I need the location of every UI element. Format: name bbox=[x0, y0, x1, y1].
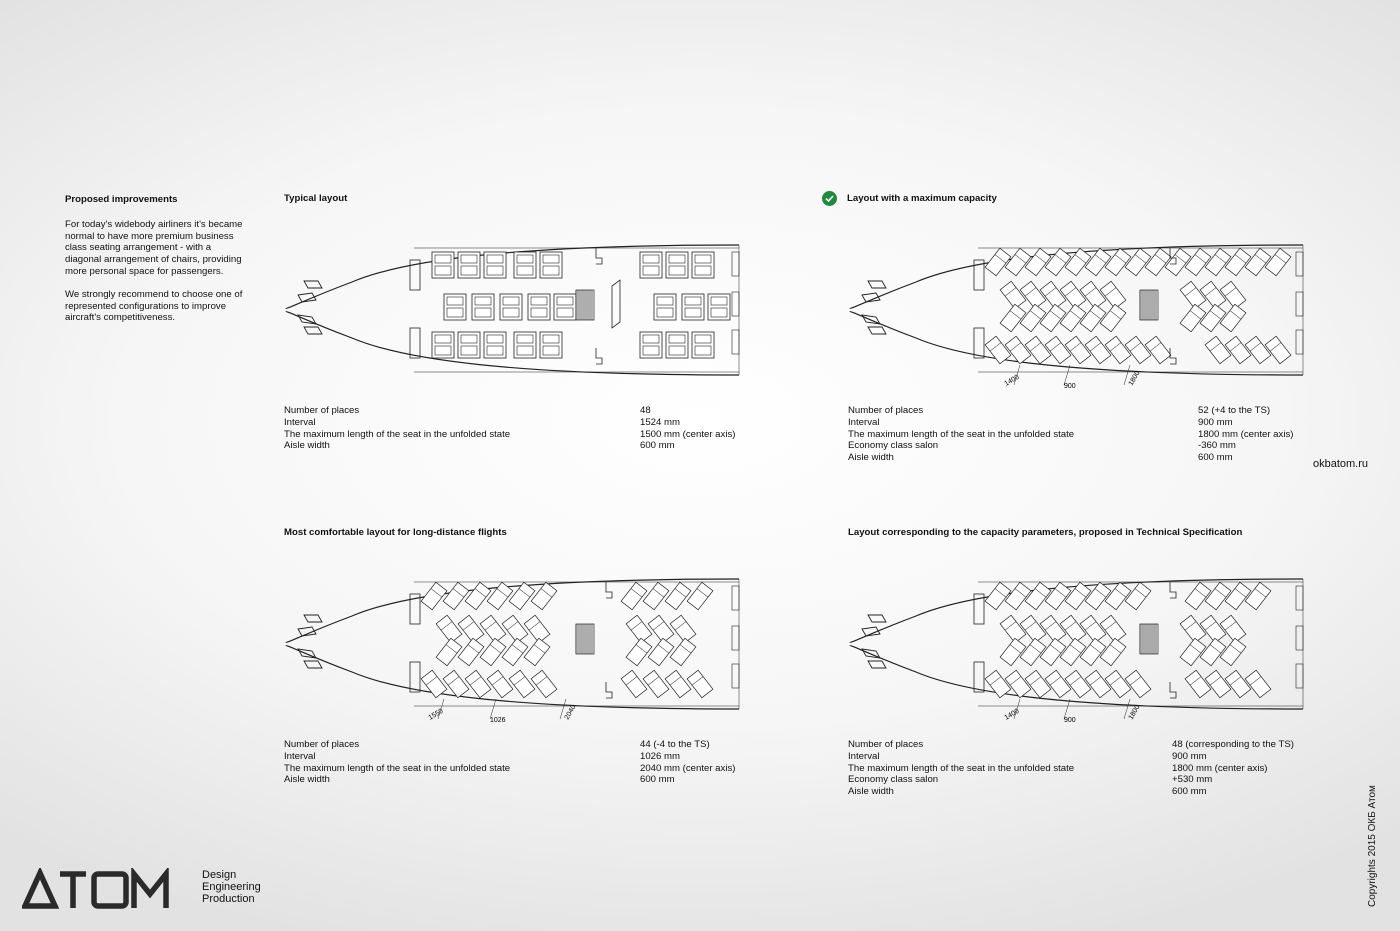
seat bbox=[1125, 582, 1151, 610]
spec-label: Number of places bbox=[848, 739, 924, 750]
seat bbox=[1020, 638, 1046, 666]
seat bbox=[1185, 670, 1211, 698]
seat bbox=[472, 294, 494, 320]
seat bbox=[1225, 670, 1251, 698]
seat bbox=[626, 615, 652, 643]
galley-unit bbox=[732, 252, 739, 276]
cockpit-window bbox=[868, 661, 886, 668]
door-frame bbox=[606, 682, 612, 698]
door-frame bbox=[1170, 348, 1176, 364]
seat bbox=[665, 582, 691, 610]
seat bbox=[500, 294, 522, 320]
cockpit-window bbox=[304, 281, 322, 288]
seat bbox=[432, 252, 454, 278]
dimension-annotations bbox=[428, 699, 578, 724]
spec-label: The maximum length of the seat in the unfolded state bbox=[848, 762, 1075, 774]
spec-label: The maximum length of the seat in the unfolded state bbox=[284, 428, 511, 440]
seat bbox=[1265, 336, 1291, 364]
seat bbox=[465, 670, 491, 698]
seat bbox=[480, 615, 506, 643]
seat bbox=[1085, 336, 1111, 364]
seat bbox=[436, 638, 462, 666]
seat bbox=[665, 670, 691, 698]
intro-paragraph-2: We strongly recommend to choose one of represented configurations to improve aircraft's competitiveness. bbox=[65, 288, 243, 324]
seat bbox=[1125, 670, 1151, 698]
galley-unit bbox=[1296, 252, 1303, 276]
seat bbox=[458, 615, 484, 643]
seat bbox=[1040, 281, 1066, 309]
spec-value: 900 mm bbox=[1172, 750, 1207, 762]
seat bbox=[1180, 638, 1206, 666]
seat bbox=[1000, 281, 1026, 309]
spec-label: Aisle width bbox=[848, 786, 894, 798]
website-url[interactable]: okbatom.ru bbox=[1312, 458, 1368, 470]
seat bbox=[484, 332, 506, 358]
galley-unit bbox=[1296, 664, 1303, 688]
check-icon bbox=[822, 191, 837, 206]
intro-title: Proposed improvements bbox=[65, 194, 178, 205]
galley-unit bbox=[732, 292, 739, 316]
seat-group bbox=[985, 582, 1271, 698]
galley bbox=[974, 662, 984, 692]
cockpit-window bbox=[304, 615, 322, 622]
seat bbox=[1180, 615, 1206, 643]
panel-2-title bbox=[822, 191, 997, 206]
logo-tagline bbox=[202, 870, 261, 905]
seat bbox=[1065, 248, 1091, 276]
galley-unit bbox=[1296, 292, 1303, 316]
seat bbox=[1100, 638, 1126, 666]
seat bbox=[1040, 304, 1066, 332]
galley-unit bbox=[732, 586, 739, 610]
seat bbox=[1025, 670, 1051, 698]
seat bbox=[1085, 670, 1111, 698]
seat bbox=[1105, 670, 1131, 698]
seat bbox=[1020, 281, 1046, 309]
spec-value: 1524 mm bbox=[640, 416, 680, 428]
seat bbox=[985, 248, 1011, 276]
seat bbox=[514, 332, 536, 358]
seat bbox=[692, 252, 714, 278]
dimension-annotations bbox=[1004, 365, 1142, 390]
dimension-annotations bbox=[1004, 699, 1142, 724]
galley-unit bbox=[732, 330, 739, 354]
spec-label: Economy class salon bbox=[848, 440, 939, 452]
seat bbox=[1145, 336, 1171, 364]
seat bbox=[1060, 304, 1086, 332]
seat bbox=[1220, 615, 1246, 643]
seat-group bbox=[421, 582, 713, 698]
spec-label: Economy class salon bbox=[848, 774, 939, 786]
seat bbox=[654, 294, 676, 320]
fuselage-plan bbox=[848, 240, 1304, 400]
atom-logo bbox=[22, 868, 190, 915]
seat bbox=[1045, 336, 1071, 364]
seat bbox=[1025, 582, 1051, 610]
seat bbox=[443, 670, 469, 698]
fuselage-plan bbox=[848, 574, 1304, 734]
spec-value: 600 mm bbox=[1198, 452, 1233, 464]
spec-value: 52 (+4 to the TS) bbox=[1198, 405, 1271, 416]
seat bbox=[1045, 248, 1071, 276]
seat bbox=[1100, 615, 1126, 643]
seat bbox=[1100, 281, 1126, 309]
seat bbox=[1180, 281, 1206, 309]
seat bbox=[1125, 248, 1151, 276]
seat bbox=[1205, 670, 1231, 698]
seat bbox=[1065, 670, 1091, 698]
spec-label: Interval bbox=[284, 750, 316, 762]
spec-value: 48 (corresponding to the TS) bbox=[1172, 739, 1294, 750]
panel-3-title bbox=[284, 527, 507, 538]
spec-label: Interval bbox=[848, 416, 880, 428]
seat bbox=[670, 615, 696, 643]
spec-label: The maximum length of the seat in the unfolded state bbox=[284, 762, 511, 774]
seat bbox=[687, 670, 713, 698]
seat bbox=[643, 582, 669, 610]
intro-section bbox=[65, 194, 250, 335]
spec-value: 1500 mm (center axis) bbox=[640, 428, 736, 440]
spec-label: Number of places bbox=[284, 739, 360, 750]
spec-value: 600 mm bbox=[1172, 786, 1207, 798]
seat bbox=[1220, 281, 1246, 309]
seat bbox=[1265, 248, 1291, 276]
door-frame bbox=[1170, 582, 1176, 598]
copyright-text: Copyrights 2015 ОКБ Атом bbox=[1367, 785, 1378, 907]
spec-value: 900 mm bbox=[1198, 416, 1233, 428]
seat bbox=[640, 332, 662, 358]
seat bbox=[1020, 304, 1046, 332]
seat bbox=[1245, 670, 1271, 698]
panel-4-seat-diagram bbox=[848, 574, 1304, 739]
spec-value: -360 mm bbox=[1198, 440, 1236, 452]
dimension-label: 1800 bbox=[1127, 370, 1142, 387]
seat bbox=[1005, 582, 1031, 610]
seat bbox=[502, 615, 528, 643]
spec-label: Interval bbox=[284, 416, 316, 428]
panel-3-seat-diagram bbox=[284, 574, 740, 739]
cockpit-window bbox=[868, 615, 886, 622]
seat bbox=[1080, 615, 1106, 643]
seat bbox=[670, 638, 696, 666]
spec-label: Number of places bbox=[284, 405, 360, 416]
seat bbox=[640, 252, 662, 278]
spec-label: Number of places bbox=[848, 405, 924, 416]
spec-value: 1800 mm (center axis) bbox=[1198, 428, 1294, 440]
seat bbox=[524, 615, 550, 643]
seat bbox=[1245, 248, 1271, 276]
seat bbox=[1060, 281, 1086, 309]
seat bbox=[1065, 582, 1091, 610]
seat bbox=[1245, 582, 1271, 610]
panel-3-title-text: Most comfortable layout for long-distance flights bbox=[284, 527, 507, 538]
spec-value: 48 bbox=[640, 405, 651, 416]
seat bbox=[1185, 248, 1211, 276]
seat bbox=[1080, 638, 1106, 666]
seat bbox=[666, 332, 688, 358]
seat bbox=[1145, 248, 1171, 276]
seat bbox=[687, 582, 713, 610]
seat bbox=[509, 670, 535, 698]
spec-value: 600 mm bbox=[640, 440, 675, 452]
seat bbox=[1080, 281, 1106, 309]
stairs bbox=[576, 624, 594, 654]
seat bbox=[554, 294, 576, 320]
galley bbox=[410, 328, 420, 358]
spec-value: 600 mm bbox=[640, 774, 675, 786]
seat bbox=[1200, 281, 1226, 309]
dimension-label: 1800 bbox=[1127, 704, 1142, 721]
seat bbox=[1105, 336, 1131, 364]
seat bbox=[666, 252, 688, 278]
seat bbox=[1180, 304, 1206, 332]
seat bbox=[1225, 582, 1251, 610]
seat bbox=[648, 615, 674, 643]
seat bbox=[1105, 582, 1131, 610]
dimension-label: 1400 bbox=[1003, 707, 1021, 722]
dimension-label: 2040 bbox=[563, 704, 578, 721]
stair-divider bbox=[612, 280, 620, 328]
seat bbox=[540, 252, 562, 278]
seat bbox=[540, 332, 562, 358]
intro-paragraph-1: For today's widebody airliners it's became normal to have more premium business class seating arrangement - with a diagonal arrangement of chairs, providing more personal space for passengers. bbox=[65, 218, 243, 277]
seat bbox=[1165, 248, 1191, 276]
spec-label: Aisle width bbox=[284, 774, 330, 786]
seat bbox=[514, 252, 536, 278]
spec-label: Aisle width bbox=[284, 440, 330, 452]
galley-unit bbox=[1296, 330, 1303, 354]
dimension-label: 1400 bbox=[1003, 373, 1021, 388]
spec-label: Aisle width bbox=[848, 452, 894, 464]
galley bbox=[410, 662, 420, 692]
seat bbox=[531, 582, 557, 610]
seat bbox=[1105, 248, 1131, 276]
seat bbox=[531, 670, 557, 698]
seat bbox=[458, 638, 484, 666]
seat bbox=[985, 582, 1011, 610]
seat bbox=[1100, 304, 1126, 332]
seat bbox=[480, 638, 506, 666]
seat bbox=[1200, 615, 1226, 643]
seat bbox=[436, 615, 462, 643]
logo-tagline-line-1: Design bbox=[202, 869, 237, 881]
panel-1-title bbox=[284, 193, 347, 204]
seat bbox=[1065, 336, 1091, 364]
seat bbox=[1025, 336, 1051, 364]
seat bbox=[1220, 638, 1246, 666]
seat bbox=[1125, 336, 1151, 364]
seat bbox=[1200, 638, 1226, 666]
seat bbox=[1185, 582, 1211, 610]
seat bbox=[458, 332, 480, 358]
seat bbox=[1245, 336, 1271, 364]
fuselage-plan bbox=[284, 240, 740, 400]
seat bbox=[682, 294, 704, 320]
dimension-label: 1026 bbox=[490, 717, 506, 724]
galley-unit bbox=[1296, 586, 1303, 610]
seat bbox=[1000, 304, 1026, 332]
seat bbox=[1205, 336, 1231, 364]
spec-value: +530 mm bbox=[1172, 774, 1213, 786]
seat bbox=[487, 670, 513, 698]
seat bbox=[1000, 615, 1026, 643]
spec-label: Interval bbox=[848, 750, 880, 762]
stairs bbox=[576, 290, 594, 320]
seat-group bbox=[432, 252, 730, 358]
seat bbox=[1045, 670, 1071, 698]
stairs bbox=[1140, 624, 1158, 654]
seat bbox=[1205, 248, 1231, 276]
seat bbox=[1005, 248, 1031, 276]
cockpit-window bbox=[304, 327, 322, 334]
logo-tagline-line-2: Engineering bbox=[202, 880, 261, 893]
seat bbox=[421, 582, 447, 610]
seat bbox=[444, 294, 466, 320]
seat bbox=[1085, 582, 1111, 610]
seat bbox=[484, 252, 506, 278]
seat bbox=[1085, 248, 1111, 276]
seat bbox=[465, 582, 491, 610]
cockpit-window bbox=[868, 327, 886, 334]
galley-unit bbox=[1296, 626, 1303, 650]
seat bbox=[1220, 304, 1246, 332]
galley bbox=[974, 328, 984, 358]
logo-tagline-line-3: Production bbox=[202, 892, 255, 905]
seat bbox=[1025, 248, 1051, 276]
seat bbox=[643, 670, 669, 698]
panel-1-seat-diagram bbox=[284, 240, 740, 405]
spec-value: 1800 mm (center axis) bbox=[1172, 762, 1268, 774]
galley-unit bbox=[732, 664, 739, 688]
seat bbox=[692, 332, 714, 358]
seat bbox=[1045, 582, 1071, 610]
seat bbox=[1205, 582, 1231, 610]
panel-2-title-text: Layout with a maximum capacity bbox=[847, 193, 997, 205]
dimension-label: 900 bbox=[1064, 717, 1076, 724]
door-frame bbox=[596, 348, 602, 364]
seat bbox=[1200, 304, 1226, 332]
door-frame bbox=[1170, 682, 1176, 698]
seat bbox=[1060, 615, 1086, 643]
panel-4-title-text: Layout corresponding to the capacity parameters, proposed in Technical Specification bbox=[848, 527, 1243, 538]
seat bbox=[621, 670, 647, 698]
seat bbox=[1000, 638, 1026, 666]
seat bbox=[648, 638, 674, 666]
galley-unit bbox=[732, 626, 739, 650]
panel-2-seat-diagram bbox=[848, 240, 1304, 405]
spec-value: 1026 mm bbox=[640, 750, 680, 762]
seat bbox=[708, 294, 730, 320]
spec-label: The maximum length of the seat in the unfolded state bbox=[848, 428, 1075, 440]
fuselage-plan bbox=[284, 574, 740, 734]
spec-value: 2040 mm (center axis) bbox=[640, 762, 736, 774]
cockpit-window bbox=[868, 281, 886, 288]
seat bbox=[502, 638, 528, 666]
cockpit-window bbox=[304, 661, 322, 668]
stairs bbox=[1140, 290, 1158, 320]
seat bbox=[458, 252, 480, 278]
seat bbox=[1225, 336, 1251, 364]
seat bbox=[1020, 615, 1046, 643]
spec-value: 44 (-4 to the TS) bbox=[640, 739, 710, 750]
seat bbox=[1040, 638, 1066, 666]
panel-4-title bbox=[848, 527, 1242, 538]
seat-group bbox=[985, 248, 1291, 364]
seat bbox=[621, 582, 647, 610]
seat bbox=[1060, 638, 1086, 666]
seat bbox=[443, 582, 469, 610]
seat bbox=[1040, 615, 1066, 643]
seat bbox=[626, 638, 652, 666]
seat bbox=[524, 638, 550, 666]
door-frame bbox=[596, 248, 602, 264]
panel-1-title-text: Typical layout bbox=[284, 193, 348, 204]
seat bbox=[1080, 304, 1106, 332]
dimension-label: 1550 bbox=[427, 707, 445, 722]
door-frame bbox=[606, 582, 612, 598]
dimension-label: 900 bbox=[1064, 383, 1076, 390]
seat bbox=[528, 294, 550, 320]
seat bbox=[432, 332, 454, 358]
seat bbox=[1225, 248, 1251, 276]
